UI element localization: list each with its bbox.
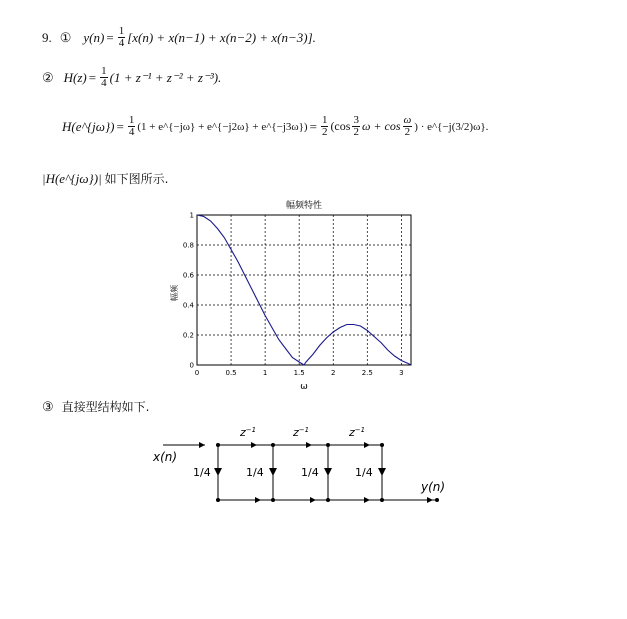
eq3-frac-d-den: 2 xyxy=(404,126,411,138)
node-4 xyxy=(380,443,384,447)
chart-ylabel: 幅频 xyxy=(170,285,179,301)
gain-label-4: 1/4 xyxy=(355,466,373,479)
eq3-fraction-b xyxy=(321,115,329,138)
eq3-omega: ω + cos xyxy=(361,119,401,133)
eq3-equals-a: = xyxy=(116,118,124,134)
eq3-frac-c-num: 3 xyxy=(353,114,359,126)
delay-label-3: $z^{-1}$ xyxy=(349,426,366,439)
eq3-fraction-d xyxy=(403,115,413,138)
branch-arrow-1 xyxy=(214,468,222,476)
eq1-fraction xyxy=(118,26,126,49)
eq3-frac-b-den: 2 xyxy=(321,126,328,138)
node-6 xyxy=(271,498,275,502)
branch-arrow-3 xyxy=(324,468,332,476)
direct-structure-text: 直接型结构如下. xyxy=(61,400,150,414)
direct-structure-sentence xyxy=(42,398,149,415)
circled-three: ③ xyxy=(42,398,54,414)
eq3-fraction-a xyxy=(128,115,136,138)
chart-xtick-label: 1 xyxy=(262,369,268,377)
gain-label-3: 1/4 xyxy=(301,466,319,479)
magnitude-label: |H(e^{jω})| xyxy=(42,170,102,186)
eq3-frac-c-den: 2 xyxy=(353,126,359,138)
chart-xtick-label: 0 xyxy=(194,369,200,377)
eq3-frac-d-num: ω xyxy=(403,114,412,126)
eq2-frac-den: 4 xyxy=(101,77,107,89)
eq3-frac-b-num: 1 xyxy=(321,114,328,126)
chart-ytick-label: 0.8 xyxy=(182,241,194,250)
eq2-body: (1 + z⁻¹ + z⁻² + z⁻³). xyxy=(109,69,222,85)
output-label: y(n) xyxy=(421,480,446,494)
node-2 xyxy=(271,443,275,447)
input-label: x(n) xyxy=(153,450,178,464)
direct-form-diagram xyxy=(145,420,455,510)
branch-arrow-2 xyxy=(269,468,277,476)
gain-label-2: 1/4 xyxy=(246,466,264,479)
magnitude-sentence xyxy=(42,170,168,187)
chart-frame xyxy=(197,215,411,365)
eq3-equals-b: = xyxy=(309,118,317,134)
chart-ytick-label: 1 xyxy=(189,211,194,220)
magnitude-curve xyxy=(197,215,411,365)
delay-label-2: $z^{-1}$ xyxy=(293,426,310,439)
magnitude-chart xyxy=(160,196,420,392)
gain-label-1: 1/4 xyxy=(193,466,211,479)
node-8 xyxy=(380,498,384,502)
eq3-tail: ) · e^{−j(3/2)ω}. xyxy=(414,120,489,133)
equation-2 xyxy=(42,66,221,89)
eq1-frac-num: 1 xyxy=(118,25,125,37)
eq3-frac-a-num: 1 xyxy=(128,114,135,126)
problem-number: 9. xyxy=(42,29,52,45)
node-1 xyxy=(216,443,220,447)
chart-xtick-label: 3 xyxy=(399,369,404,377)
chart-ytick-label: 0.6 xyxy=(182,271,194,280)
delay-label-1: $z^{-1}$ xyxy=(240,426,257,439)
eq3-part2: (cos xyxy=(330,119,351,133)
chart-xtick-label: 2 xyxy=(331,369,336,377)
eq3-part1: (1 + e^{−jω} + e^{−j2ω} + e^{−j3ω}) xyxy=(137,120,308,133)
eq2-lhs: H(z) xyxy=(63,69,87,85)
equation-1 xyxy=(42,26,316,49)
eq1-equals: = xyxy=(106,29,114,45)
chart-title: 幅频特性 xyxy=(285,201,323,211)
chart-grid xyxy=(197,215,411,365)
node-5 xyxy=(216,498,220,502)
eq2-fraction xyxy=(100,66,108,89)
chart-ticks xyxy=(183,212,404,378)
eq2-frac-num: 1 xyxy=(101,65,107,77)
equation-3 xyxy=(62,115,488,138)
chart-xtick-label: 1.5 xyxy=(293,369,305,377)
branch-arrow-4 xyxy=(378,468,386,476)
eq3-lhs: H(e^{jω}) xyxy=(62,118,115,134)
node-7 xyxy=(326,498,330,502)
eq1-frac-den: 4 xyxy=(118,37,125,49)
chart-ytick-label: 0 xyxy=(189,361,194,370)
chart-xtick-label: 2.5 xyxy=(361,369,373,377)
eq2-equals: = xyxy=(88,69,97,85)
chart-xtick-label: 0.5 xyxy=(225,369,237,377)
eq3-fraction-c xyxy=(352,115,360,138)
circled-one: ① xyxy=(59,29,72,45)
eq1-lhs: y(n) xyxy=(83,29,105,45)
circled-two: ② xyxy=(42,69,54,85)
chart-ytick-label: 0.4 xyxy=(182,301,194,310)
chart-xlabel: ω xyxy=(300,382,308,392)
magnitude-text: 如下图所示. xyxy=(104,172,169,186)
node-9 xyxy=(435,498,439,502)
eq1-body: [x(n) + x(n−1) + x(n−2) + x(n−3)]. xyxy=(127,29,316,45)
eq3-frac-a-den: 4 xyxy=(128,126,135,138)
chart-ytick-label: 0.2 xyxy=(182,331,194,340)
node-3 xyxy=(326,443,330,447)
